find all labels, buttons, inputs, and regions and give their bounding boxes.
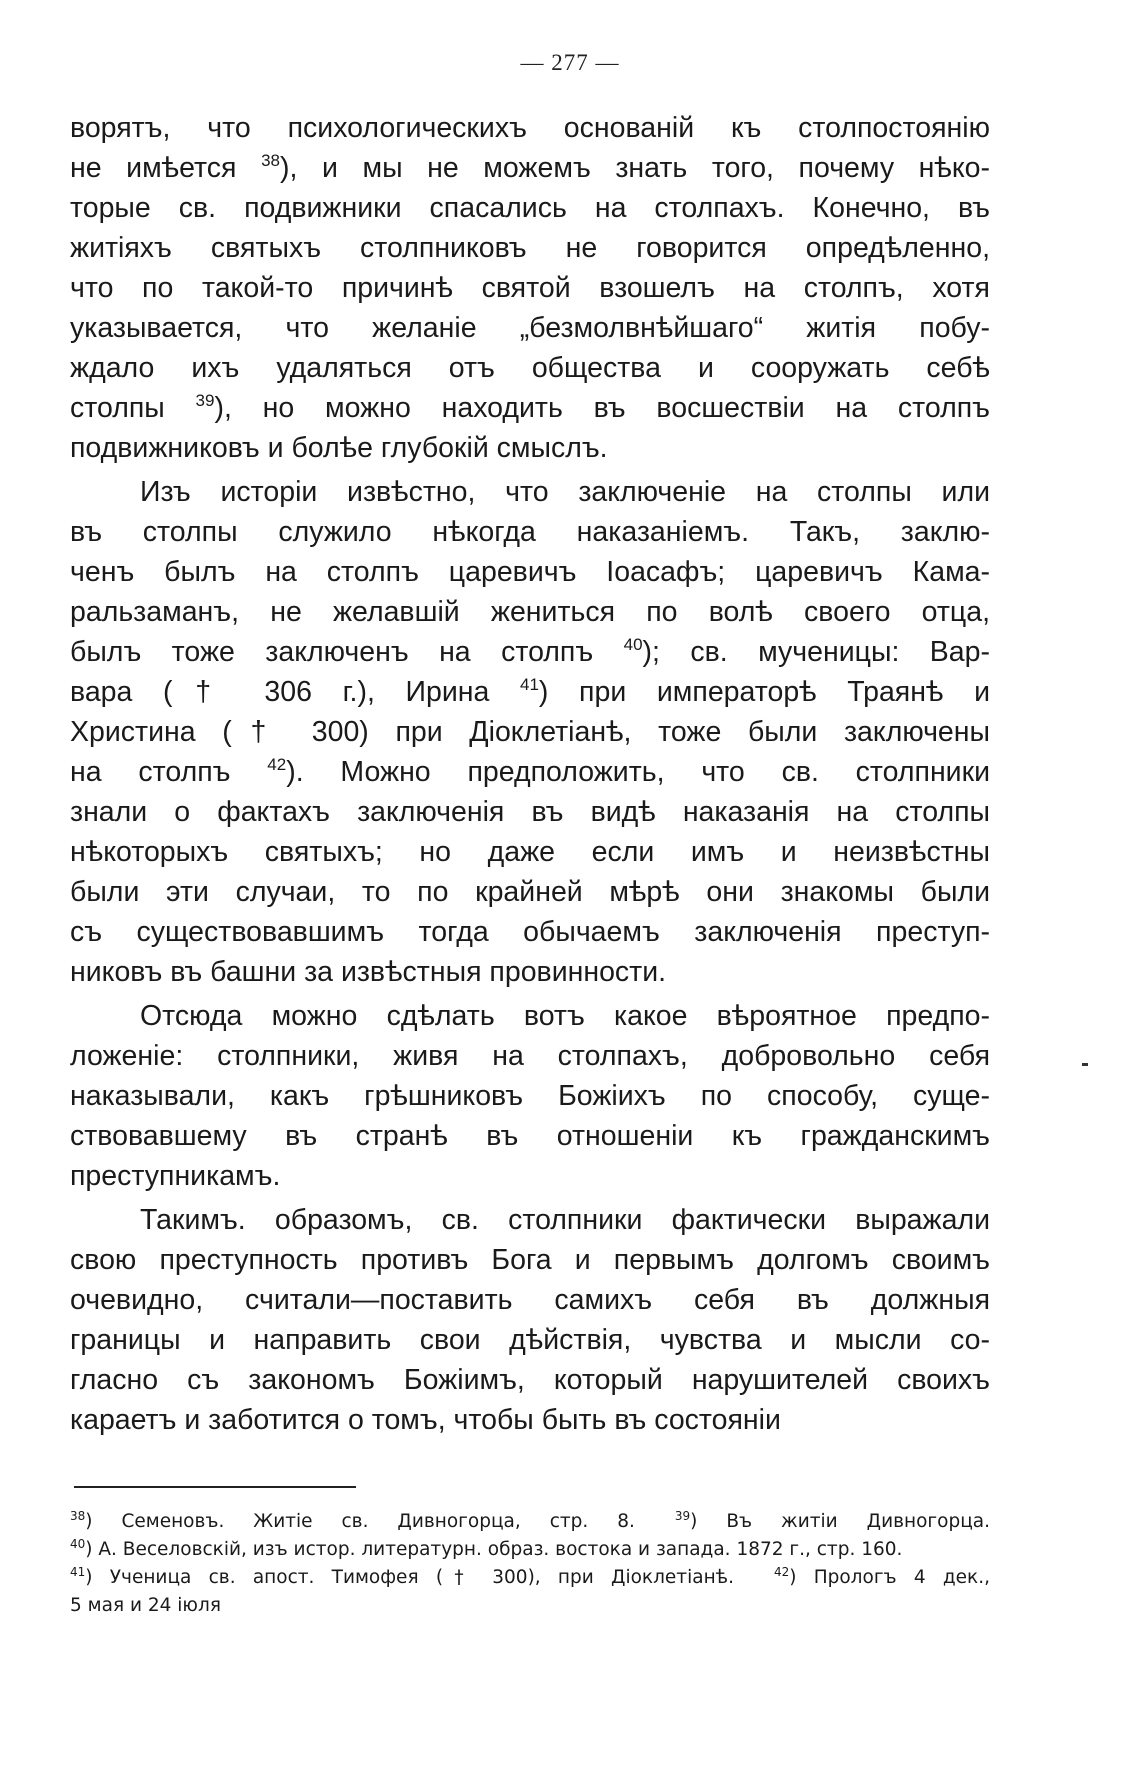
text-fragment: были эти случаи, то по крайней мѣрѣ они знакомы были [70,876,990,908]
text-line [70,148,990,188]
text-line [70,188,990,228]
body-text [70,108,990,1440]
text-fragment: ждало ихъ удаляться отъ общества и сооружать себѣ [70,352,990,384]
text-line [70,1320,990,1360]
text-fragment: границы и направить свои дѣйствія, чувства и мысли со- [70,1324,990,1356]
footnote-text: 5 мая и 24 іюля [70,1595,221,1616]
text-fragment: указывается, что желаніе „безмолвнѣйшаго“ житія побу- [70,312,990,344]
footnote-reference: 41 [519,675,539,694]
text-fragment: ствовавшему въ странѣ въ отношеніи къ гражданскимъ [70,1120,990,1152]
footnote-line [70,1592,990,1620]
text-line [70,552,990,592]
text-fragment: преступникамъ. [70,1160,281,1192]
footnote-reference: 40 [623,635,643,654]
text-fragment: ), и мы не можемъ знать того, почему нѣко- [279,152,990,184]
text-line [70,428,990,468]
footnote-text: ) Прологъ 4 дек., [789,1567,990,1588]
text-line [70,1116,990,1156]
text-fragment: нѣкоторыхъ святыхъ; но даже если имъ и неизвѣстны [70,836,990,868]
text-line [70,1360,990,1400]
text-line [70,672,990,712]
footnote-number: 39 [674,1509,691,1523]
text-line [70,228,990,268]
paragraph [70,108,990,468]
text-fragment: караетъ и заботится о томъ, чтобы быть въ состояніи [70,1404,781,1436]
page-number: — 277 — [520,50,620,75]
footnote-number: 41 [70,1565,86,1579]
footnote-reference: 38 [261,151,280,170]
text-line [70,632,990,672]
text-line [70,912,990,952]
text-fragment: Христина († 300) при Діоклетіанѣ, тоже были заключены [70,716,990,748]
text-fragment: не имѣется [70,152,262,184]
text-line [70,388,990,428]
text-line [70,1200,990,1240]
footnote-text: ) Семеновъ. Житіе св. Дивногорца, стр. 8. [85,1511,635,1532]
text-fragment: ченъ былъ на столпъ царевичъ Іоасафъ; царевичъ Кама- [70,556,990,588]
text-fragment: торые св. подвижники спасались на столпахъ. Конечно, въ [70,192,990,224]
text-line [70,872,990,912]
text-line [70,792,990,832]
text-fragment: что по такой-то причинѣ святой взошелъ на столпъ, хотя [70,272,990,304]
text-line [70,348,990,388]
paragraph [70,472,990,992]
footnote-line [70,1536,990,1564]
text-fragment: наказывали, какъ грѣшниковъ Божіихъ по способу, суще- [70,1080,990,1112]
text-fragment: въ столпы служило нѣкогда наказаніемъ. Такъ, заклю- [70,516,990,548]
footnotes [70,1508,990,1620]
text-fragment: ральзаманъ, не желавшій жениться по волѣ своего отца, [70,596,990,628]
paragraph [70,996,990,1196]
text-fragment: съ существовавшимъ тогда обычаемъ заключенія преступ- [70,916,990,948]
text-fragment: былъ тоже заключенъ на столпъ [70,636,624,668]
margin-mark [1082,1063,1088,1066]
footnote-text: ) Въ житіи Дивногорца. [690,1511,990,1532]
text-line [70,108,990,148]
footnote-divider [74,1486,356,1488]
text-fragment: знали о фактахъ заключенія въ видѣ наказанія на столпы [70,796,990,828]
footnote-text: ) А. Веселовскій, изъ истор. литературн. образ. востока и запада. 1872 г., стр. 160. [85,1539,903,1560]
text-line [70,752,990,792]
text-fragment: никовъ въ башни за извѣстныя провинности. [70,956,667,988]
text-fragment: ), но можно находить въ восшествіи на столпъ [214,392,990,424]
text-fragment: ворятъ, что психологическихъ основаній къ столпостоянію [70,112,990,144]
paragraph [70,1200,990,1440]
text-fragment: Отсюда можно сдѣлать вотъ какое вѣроятное предпо- [140,1000,990,1032]
footnote-reference: 42 [267,755,287,774]
text-fragment: житіяхъ святыхъ столпниковъ не говорится опредѣленно, [70,232,990,264]
text-line [70,1280,990,1320]
text-line [70,268,990,308]
text-fragment: Изъ исторіи извѣстно, что заключеніе на столпы или [140,476,990,508]
text-fragment: подвижниковъ и болѣе глубокій смыслъ. [70,432,608,464]
text-fragment: ) при императорѣ Траянѣ и [538,676,990,708]
text-fragment: свою преступность противъ Бога и первымъ долгомъ своимъ [70,1244,990,1276]
text-fragment: на столпъ [70,756,268,788]
text-line [70,308,990,348]
footnote-number: 42 [773,1565,790,1579]
text-fragment: столпы [70,392,196,424]
text-line [70,512,990,552]
text-fragment: ); св. мученицы: Вар- [642,636,990,668]
text-line [70,1156,990,1196]
text-line [70,1240,990,1280]
text-line [70,712,990,752]
text-line [70,1400,990,1440]
text-fragment: очевидно, считали—поставить самихъ себя въ должныя [70,1284,990,1316]
text-fragment: ). Можно предположить, что св. столпники [286,756,990,788]
text-line [70,472,990,512]
text-line [70,1076,990,1116]
text-line [70,996,990,1036]
text-fragment: вара († 306 г.), Ирина [70,676,520,708]
text-fragment: ложеніе: столпники, живя на столпахъ, добровольно себя [70,1040,990,1072]
footnote-number: 40 [70,1537,86,1551]
text-fragment: гласно съ закономъ Божіимъ, который нарушителей своихъ [70,1364,990,1396]
footnote-line [70,1508,990,1536]
footnote-number: 38 [70,1509,86,1523]
footnote-line [70,1564,990,1592]
text-line [70,592,990,632]
footnote-reference: 39 [195,391,215,410]
text-line [70,1036,990,1076]
text-line [70,832,990,872]
text-line [70,952,990,992]
text-fragment: Такимъ. образомъ, св. столпники фактически выражали [140,1204,990,1236]
footnote-text: ) Ученица св. апост. Тимофея († 300), при Діоклетіанѣ. [85,1567,734,1588]
